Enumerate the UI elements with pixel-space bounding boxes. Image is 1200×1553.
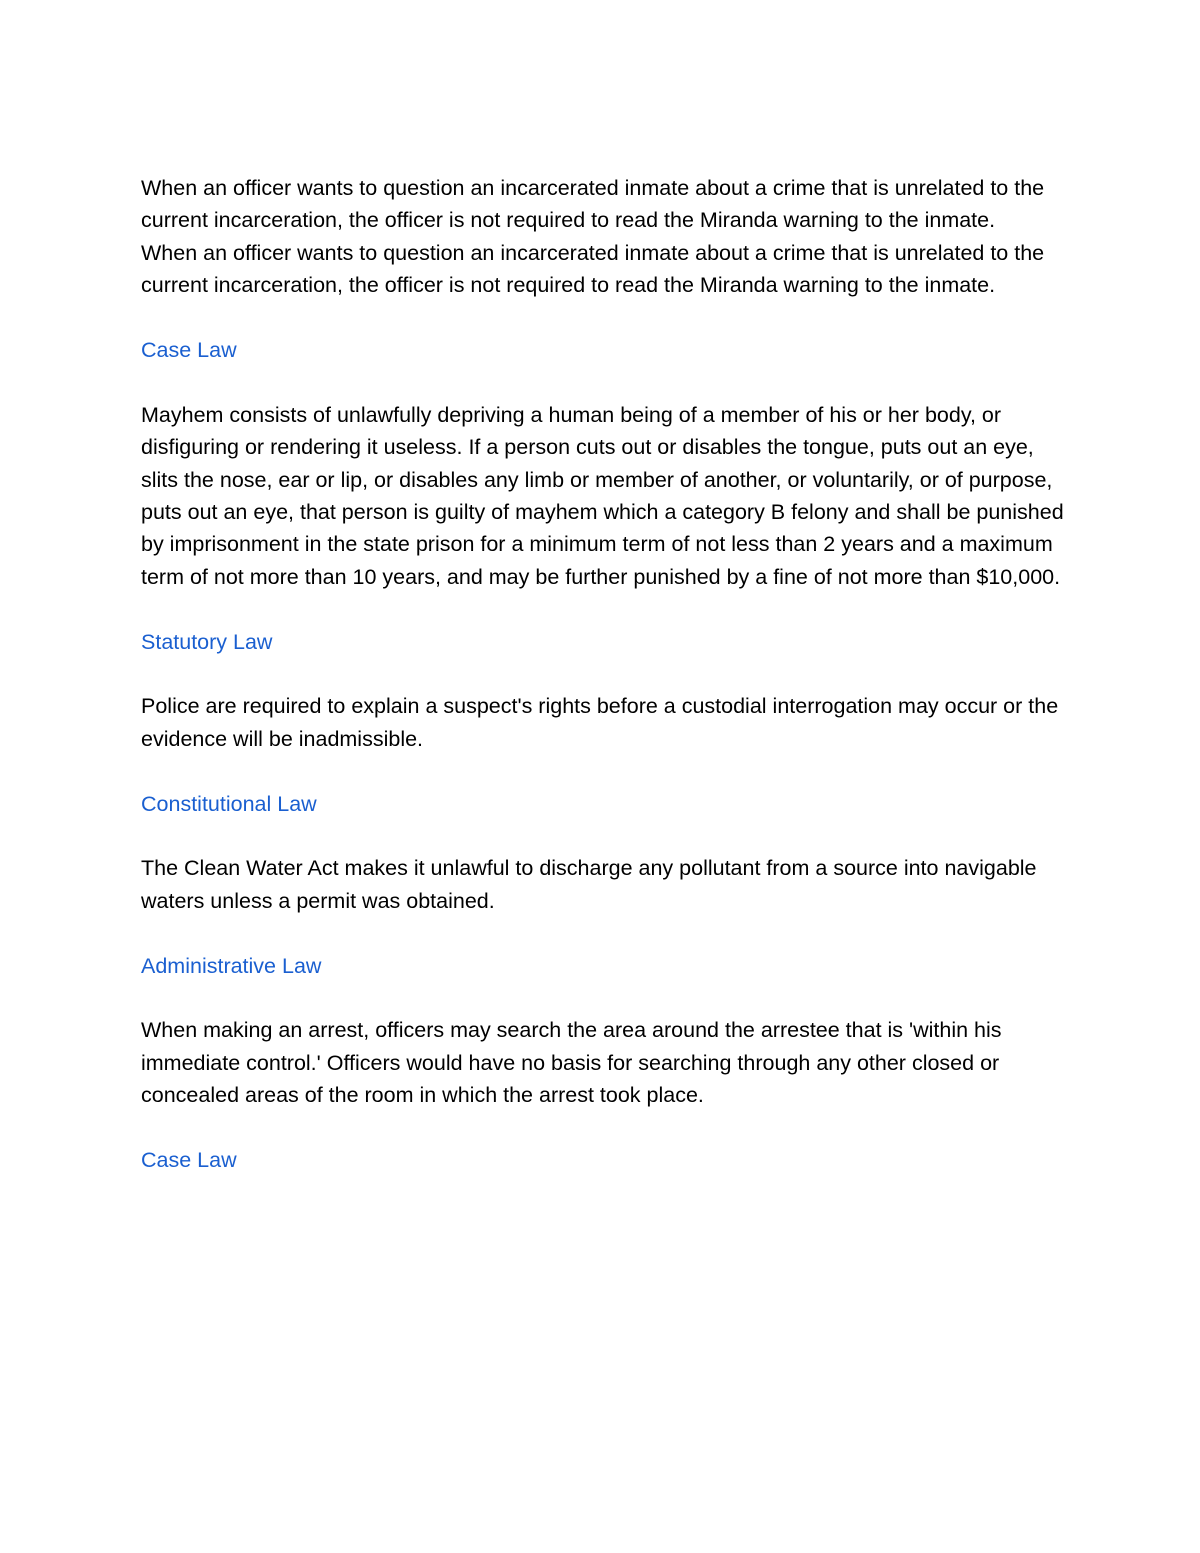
question-paragraph-5: The Clean Water Act makes it unlawful to discharge any pollutant from a source into navigable waters unless a permit was obtained.	[141, 856, 1037, 913]
answer-label-2: Statutory Law	[141, 629, 273, 654]
paragraph-spacer	[141, 982, 1071, 1014]
answer-label-5: Case Law	[141, 1148, 237, 1173]
paragraph-spacer	[141, 302, 1071, 334]
question-paragraph-4: Police are required to explain a suspect's rights before a custodial interrogation may occur or the evidence will be inadmissible.	[141, 694, 1059, 751]
question-paragraph-1: When an officer wants to question an incarcerated inmate about a crime that is unrelated to the current incarceration, the officer is not required to read the Miranda warning to the inmate.	[141, 176, 1045, 233]
paragraph-spacer	[141, 593, 1071, 625]
paragraph-spacer	[141, 820, 1071, 852]
paragraph-spacer	[141, 1112, 1071, 1144]
paragraph-spacer	[141, 366, 1071, 398]
paragraph-spacer	[141, 755, 1071, 787]
document-page	[141, 172, 1071, 1176]
answer-label-3: Constitutional Law	[141, 791, 317, 816]
answer-label-4: Administrative Law	[141, 953, 322, 978]
question-paragraph-3: Mayhem consists of unlawfully depriving a human being of a member of his or her body, or disfiguring or rendering it useless. If a person cuts out or disables the tongue, puts out an eye, slits the nose, ear or lip, or disables any limb or member of another, or voluntarily, or of purpose, puts out an eye, that person is guilty of mayhem which a category B felony and shall be punished by imprisonment in the state prison for a minimum term of not less than 2 years and a maximum term of not more than 10 years, and may be further punished by a fine of not more than $10,000.	[141, 402, 1064, 589]
question-paragraph-6: When making an arrest, officers may search the area around the arrestee that is 'within his immediate control.' Officers would have no basis for searching through any other closed or concealed areas of the room in which the arrest took place.	[141, 1018, 1002, 1108]
answer-label-1: Case Law	[141, 338, 237, 363]
question-paragraph-2: When an officer wants to question an incarcerated inmate about a crime that is unrelated to the current incarceration, the officer is not required to read the Miranda warning to the inmate.	[141, 240, 1045, 298]
paragraph-spacer	[141, 658, 1071, 690]
paragraph-spacer	[141, 917, 1071, 949]
